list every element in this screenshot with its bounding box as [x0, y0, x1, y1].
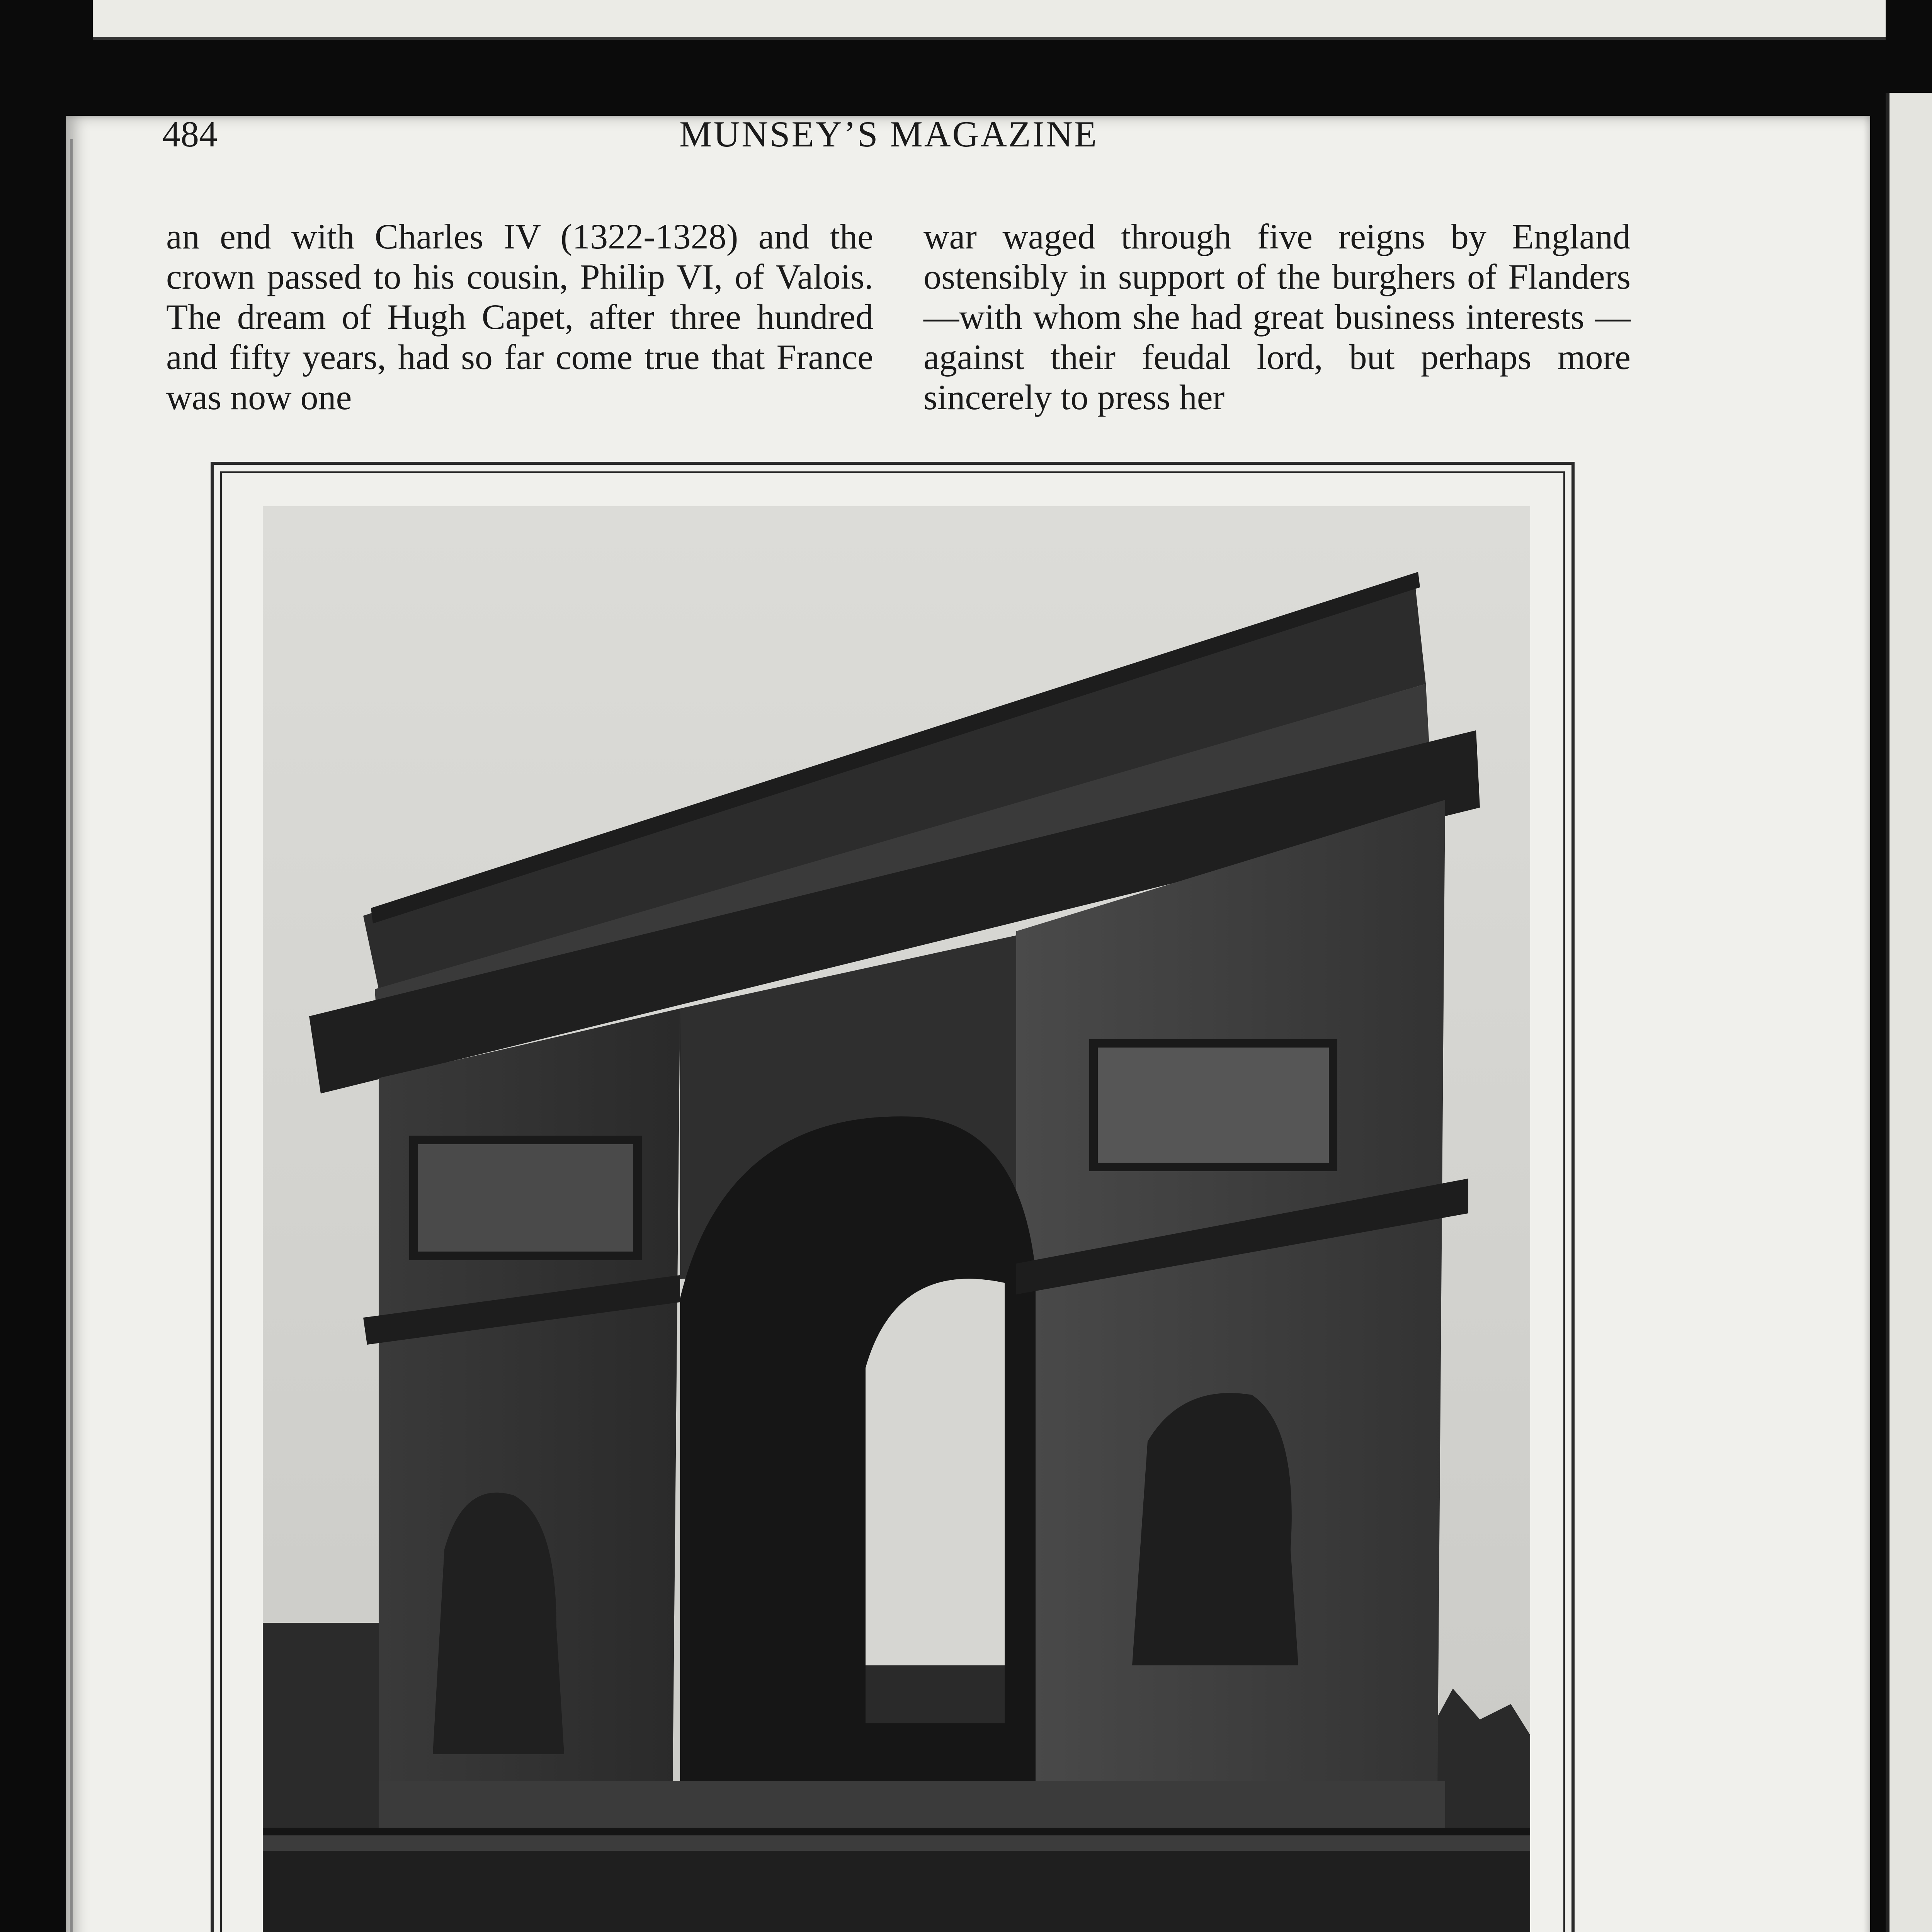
- arc-de-triomphe-photo: [263, 506, 1530, 1932]
- page-number: 484: [162, 114, 218, 155]
- paragraph: an end with Charles IV (1322-1328) and the crown passed to his cousin, Philip VI, of Valois. The dream of Hugh Capet, after three hundred and fifty years, had so far come true that France was now one: [166, 217, 873, 417]
- running-head: MUNSEY’S MAGAZINE: [679, 114, 1098, 155]
- text-column-top-right: [923, 216, 1631, 417]
- page-fold-line: [70, 139, 73, 1932]
- adjacent-page-strip: [1886, 93, 1932, 1932]
- previous-page-edge: [93, 0, 1886, 40]
- arc-de-triomphe-illustration: [263, 506, 1530, 1932]
- text-column-top-left: [166, 216, 873, 417]
- paragraph: war waged through five reigns by England ostensibly in support of the burghers of Flanders—with whom she had great business interests — against their feudal lord, but perhaps more sincerely to press her: [923, 217, 1631, 417]
